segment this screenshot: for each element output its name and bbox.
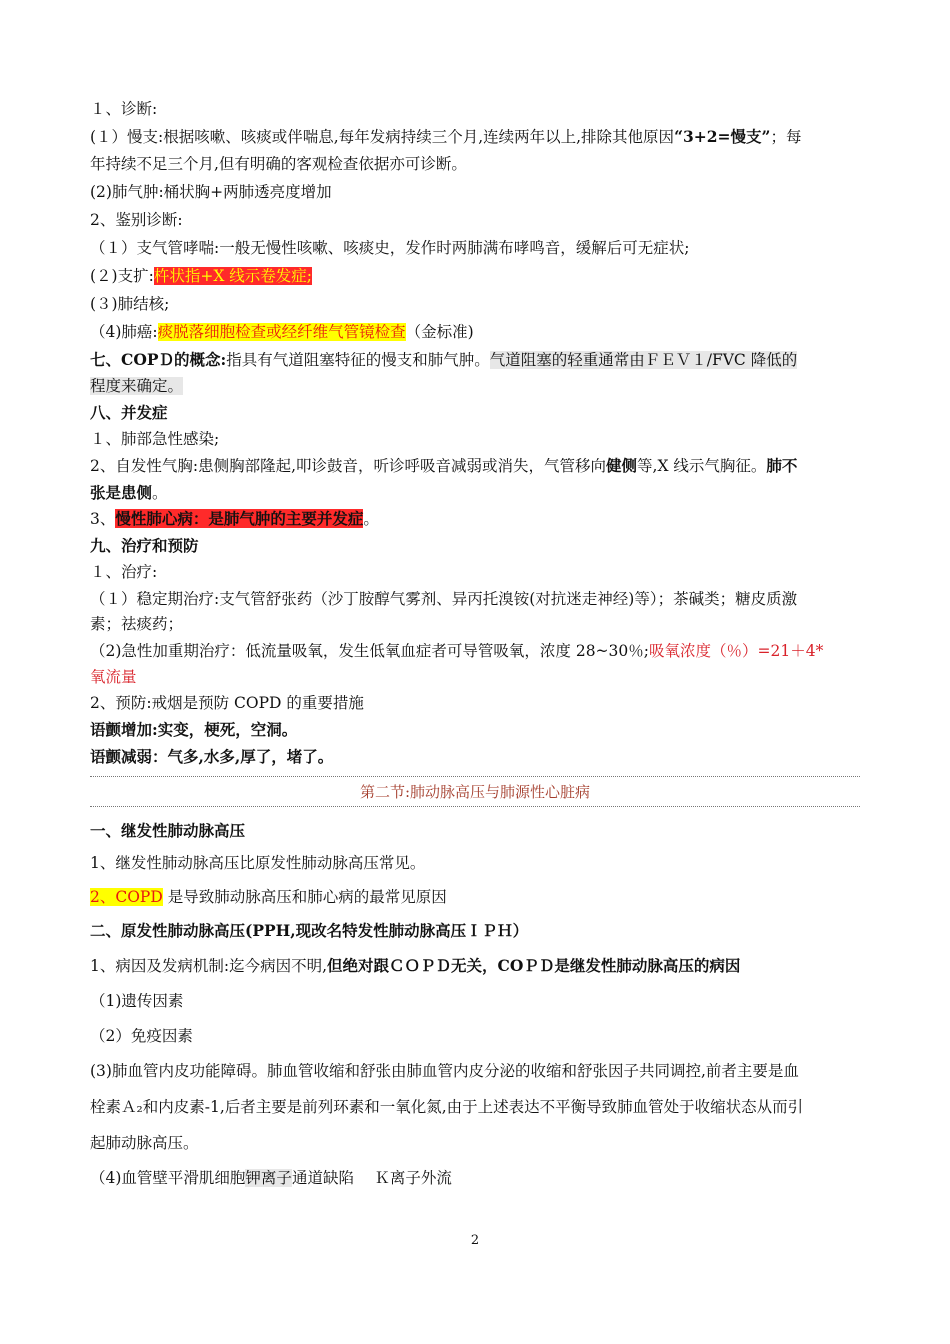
text-line: １、治疗: xyxy=(90,563,158,581)
section-divider xyxy=(90,806,860,807)
text-line: 1、病因及发病机制:迄今病因不明,但绝对跟ＣＯＰＤ无关，COＰＤ是继发性肺动脉高压的病因 xyxy=(90,956,741,975)
text-line: １、肺部急性感染; xyxy=(90,430,220,448)
text-line: （2)急性加重期治疗：低流量吸氧，发生低氧血症者可导管吸氧，浓度 28~30％;吸氧浓度（％）=21＋4* xyxy=(90,642,824,660)
heading-differential: 2、鉴别诊断: xyxy=(90,211,183,229)
text-line: 2、COPD 是导致肺动脉高压和肺心病的最常见原因 xyxy=(90,888,447,906)
text-line: (3)肺血管内皮功能障碍。肺血管收缩和舒张由肺血管内皮分泌的收缩和舒张因子共同调控,前者主要是血 xyxy=(90,1062,799,1080)
text-line: 2、预防:戒烟是预防 COPD 的重要措施 xyxy=(90,694,364,712)
heading-complications: 八、并发症 xyxy=(90,403,168,422)
text-line: 栓素Ａ₂和内皮素-1,后者主要是前列环素和一氧化氮,由于上述表达不平衡导致肺血管处于收缩状态从而引 xyxy=(90,1098,804,1116)
text-line: 七、COPＤ的概念:指具有气道阻塞特征的慢支和肺气肿。气道阻塞的轻重通常由ＦＥＶ１/FVC 降低的 xyxy=(90,350,798,369)
highlight-gray: 气道阻塞的轻重通常由ＦＥＶ１/FVC 降低的 xyxy=(489,351,798,369)
text-line: 语颤增加:实变，梗死，空洞。 xyxy=(90,720,298,739)
heading-treatment: 九、治疗和预防 xyxy=(90,536,199,555)
highlight-gray: 钾离子 xyxy=(245,1169,292,1187)
section-title: 第二节:肺动脉高压与肺源性心脏病 xyxy=(359,783,591,801)
text-line: 3、慢性肺心病：是肺气肿的主要并发症。 xyxy=(90,509,379,528)
highlight-red: 杵状指+X 线示卷发症; xyxy=(153,267,312,285)
text-line: （2）免疫因素 xyxy=(90,1027,193,1045)
text-line: 1、继发性肺动脉高压比原发性肺动脉高压常见。 xyxy=(90,854,426,872)
text-line xyxy=(90,99,157,119)
text-line xyxy=(90,376,183,396)
highlight-red: 慢性肺心病：是肺气肿的主要并发症 xyxy=(115,509,364,528)
text-line: 2、自发性气胸:患侧胸部隆起,叩诊鼓音，听诊呼吸音减弱或消失，气管移向健侧等,X 线示气胸征。肺不 xyxy=(90,456,798,475)
bold-mnemonic: “3+2=慢支” xyxy=(674,127,771,146)
text-line: (2)肺气肿:桶状胸+两肺透亮度增加 xyxy=(90,183,332,201)
highlight-gray: 程度来确定。 xyxy=(90,377,184,395)
highlight-yellow: 2、COPD xyxy=(90,888,163,906)
text-line: (１）慢支:根据咳嗽、咳痰或伴喘息,每年发病持续三个月,连续两年以上,排除其他原因“3+2=慢支”；每 xyxy=(90,127,802,146)
text-line: （１）稳定期治疗:支气管舒张药（沙丁胺醇气雾剂、异丙托溴铵(对抗迷走神经)等）；茶碱类；糖皮质激 xyxy=(90,590,798,608)
text-line xyxy=(90,536,199,556)
text-line: 张是患侧。 xyxy=(90,483,168,502)
text-line xyxy=(90,403,168,423)
text-line: (２)支扩:杵状指+X 线示卷发症; xyxy=(90,267,312,285)
page-number: 2 xyxy=(470,1233,480,1248)
text-line xyxy=(90,821,245,841)
text-line: （1)遗传因素 xyxy=(90,992,184,1010)
heading-primary-ph: 二、原发性肺动脉高压(PPH,现改名特发性肺动脉高压ＩＰＨ） xyxy=(90,921,529,940)
section-divider xyxy=(90,776,860,777)
heading-diagnosis: １、诊断: xyxy=(90,100,158,118)
text-line: （4)血管壁平滑肌细胞钾离子通道缺陷 Ｋ离子外流 xyxy=(90,1169,452,1187)
text-line: 年持续不足三个月,但有明确的客观检查依据亦可诊断。 xyxy=(90,155,467,173)
text-line: （4)肺癌:痰脱落细胞检查或经纤维气管镜检查（金标准) xyxy=(90,323,474,341)
text-line: 语颤减弱：气多,水多,厚了，堵了。 xyxy=(90,747,334,766)
heading-secondary-ph: 一、继发性肺动脉高压 xyxy=(90,821,246,840)
text-line: （１）支气管哮喘:一般无慢性咳嗽、咳痰史，发作时两肺满布哮鸣音，缓解后可无症状; xyxy=(90,239,690,257)
text-line xyxy=(90,210,183,230)
text-line: 素；祛痰药； xyxy=(90,615,184,633)
text-line: 起肺动脉高压。 xyxy=(90,1134,199,1152)
text-line xyxy=(90,921,528,941)
red-formula: 吸氧浓度（％）=21＋4* xyxy=(649,642,824,660)
heading-copd-concept: 七、COPＤ的概念: xyxy=(90,350,227,369)
text-line: (３)肺结核; xyxy=(90,295,170,313)
highlight-yellow: 痰脱落细胞检查或经纤维气管镜检查 xyxy=(157,323,406,341)
text-line: 氧流量 xyxy=(90,668,137,686)
